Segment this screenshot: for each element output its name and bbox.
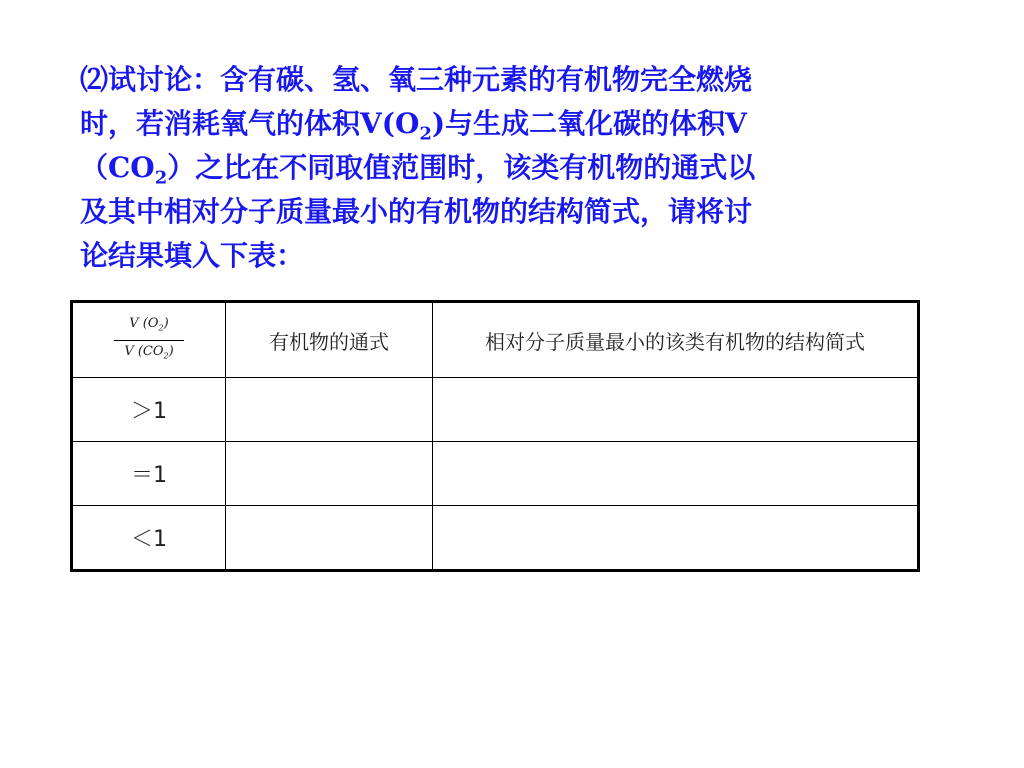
table-row: [72, 442, 919, 506]
volume-ratio-fraction: [118, 316, 179, 364]
structure-cell[interactable]: [433, 378, 919, 442]
formula-header: 有机物的通式: [226, 302, 433, 378]
structure-header: 相对分子质量最小的该类有机物的结构简式: [433, 302, 919, 378]
ratio-range-label: ＝1: [72, 442, 226, 506]
answer-table: [70, 300, 920, 572]
ratio-range-label: ＞1: [72, 378, 226, 442]
formula-cell[interactable]: [226, 378, 433, 442]
structure-cell[interactable]: [433, 442, 919, 506]
ratio-range-label: ＜1: [72, 506, 226, 571]
question-line-2: 时，若消耗氧气的体积$V(O_2)$与生成二氧化碳的体积V: [80, 107, 747, 145]
ratio-numerator: V $(O_2)$: [129, 315, 169, 333]
table-header-row: [72, 302, 919, 378]
question-line-1: ⑵试讨论：含有碳、氢、氧三种元素的有机物完全燃烧: [80, 63, 753, 96]
structure-cell[interactable]: [433, 506, 919, 571]
table-row: [72, 506, 919, 571]
question-text: [80, 58, 930, 278]
question-line-4: 及其中相对分子质量最小的有机物的结构简式，请将讨: [80, 195, 753, 228]
formula-cell[interactable]: [226, 506, 433, 571]
ratio-denominator: V $(CO_2)$: [124, 343, 174, 361]
ratio-header: [72, 302, 226, 378]
question-line-3: $(CO_2)$之比在不同取值范围时，该类有机物的通式以: [80, 151, 756, 189]
table-row: [72, 378, 919, 442]
formula-cell[interactable]: [226, 442, 433, 506]
answer-table-container: [70, 300, 920, 572]
question-line-5: 论结果填入下表：: [80, 239, 305, 272]
